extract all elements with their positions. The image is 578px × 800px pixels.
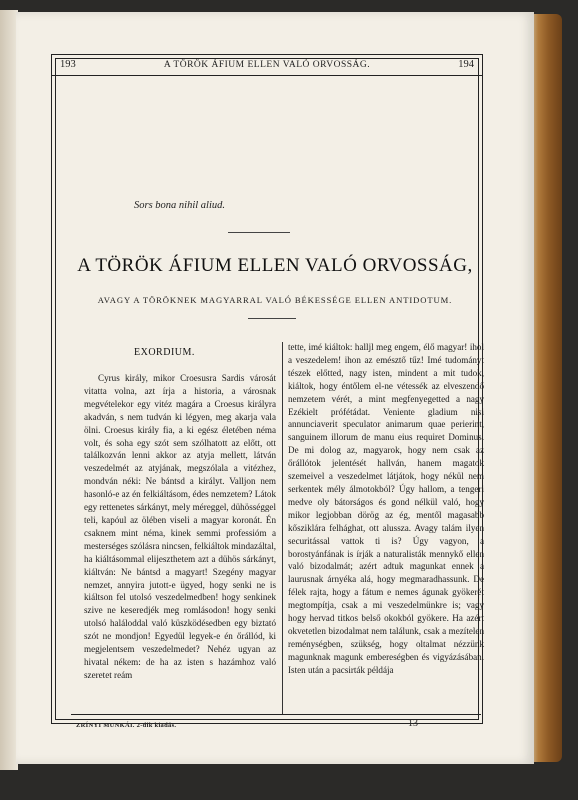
text-column-right (288, 341, 484, 677)
footer-signature: ZRÍNYI MUNKÁI. 2-dik kiadás. (76, 722, 177, 729)
paragraph: tette, imé kiáltok: halljl meg engem, élő magyar! ihol a veszedelem! ihon az emésztő tűz! Imé tudományt tészek előtted, nagy isten, mindent a mit tudok, kiáltok, hogy éntőlem el-ne vétessék az elveszendő nemzetem vérét, a mint megfenyegetted a nagy Ezékielt prófétádat. Veniente gladium nisi annunciaverit speculator animarum quae perierint, sanguinem illorum de manu eius requiret Dominus. De mi dolog az, magyarok, hogy nem csak az őrállótok jelentését hallván, hanem magatok szemeivel a veszedelmet látjátok, hogy nékül nem serkentek mély álmotokból? Úgy hallom, a tengeri medve oly bátorságos és gond nélkül való, hogy mikor legjobban dörög az ég, mentől magasabb kősziklára felhághat, ott alussza. Avagy talám ilyen securitással vattok ti is? Úgy vagyon, a borostyánfának is írják a naturalisták mennykő ellen való bizodalmát; azért adtuk magunkat ennek a laurusnak árnyéka alá, hogy megmaradhassunk. De félek rajta, hogy a fátum e nemes águnak gyökerét megtompítja, csak a mi veszedelmünkre is; vagy hogy hervad titkos belső okokból gyökere. Ha azért okvetetlen bizodalmat nem találunk, csak a mezítelen reménységben, szükség, hogy oltalmat nézzünk magunknak magunk embereségben és vigyázásában. Isten után a pacsirták példája (288, 342, 484, 675)
motto-rule (228, 232, 290, 233)
header-page-number-right: 194 (458, 59, 474, 70)
header-rule (52, 75, 482, 76)
subtitle: AVAGY A TÖRÖKNEK MAGYARRAL VALÓ BÉKESSÉGE ELLEN ANTIDOTUM. (97, 295, 453, 305)
running-header (52, 59, 482, 75)
header-page-number-left: 193 (60, 59, 76, 70)
section-heading: EXORDIUM. (134, 347, 195, 358)
main-title: A TÖRÖK ÁFIUM ELLEN VALÓ ORVOSSÁG, (77, 255, 473, 276)
motto: Sors bona nihil aliud. (134, 200, 226, 211)
text-column-left (84, 372, 276, 682)
title-rule (248, 318, 296, 319)
footer-page-number: 13 (408, 718, 418, 729)
column-divider (282, 342, 283, 714)
header-title: A TÖRÖK ÁFIUM ELLEN VALÓ ORVOSSÁG. (163, 60, 371, 70)
paragraph: Cyrus király, mikor Croesusra Sardis városát vitatta volna, azt írja a historia, a városnak megvételekor egy vitéz magára a Croesus királyra akadván, s nem tudván ki légyen, meg akarja vala ölni. Croesus király fia, a ki egész életében néma volt, és soha egy szót sem szólhatott az előtt, ott találkozván lenni akkor az atyja mellett, látván veszedelmét az atyjának, megszólala a vitézhez, mondván néki: Ne bántsd a királyt. Valljon nem hasonló-e az én felkiáltásom, édes nemzetem? Látok egy rettenetes sárkányt, mely méreggel, dühösséggel teli, kapóul az ölében viseli a magyar koronát. Én csaknem mint néma, kinek semmi professióm a mesterséges szólásra nincsen, felkiáltok mindazáltal, ha kiáltásommal elijeszthetem azt a dühös sárkányt, kiáltván: Ne bántsd a magyart! Szegény magyar nemzet, annyira jutott-e ügyed, hogy senki ne is kiáltson fel utolsó veszedelmedben! hogy senkinek szive ne keseredjék meg romlásodon! hogy senki utolsó haláloddal való küszködésedben egy biztató szót ne mondjon! Egyedül legyek-e én őrállód, ki megjelentsem veszedelmedet? Nehéz ugyan az hivatal nékem: de ha az isten s hazámhoz való szeretet reám (84, 373, 276, 680)
book-page (16, 12, 534, 764)
footer-rule (71, 714, 481, 715)
